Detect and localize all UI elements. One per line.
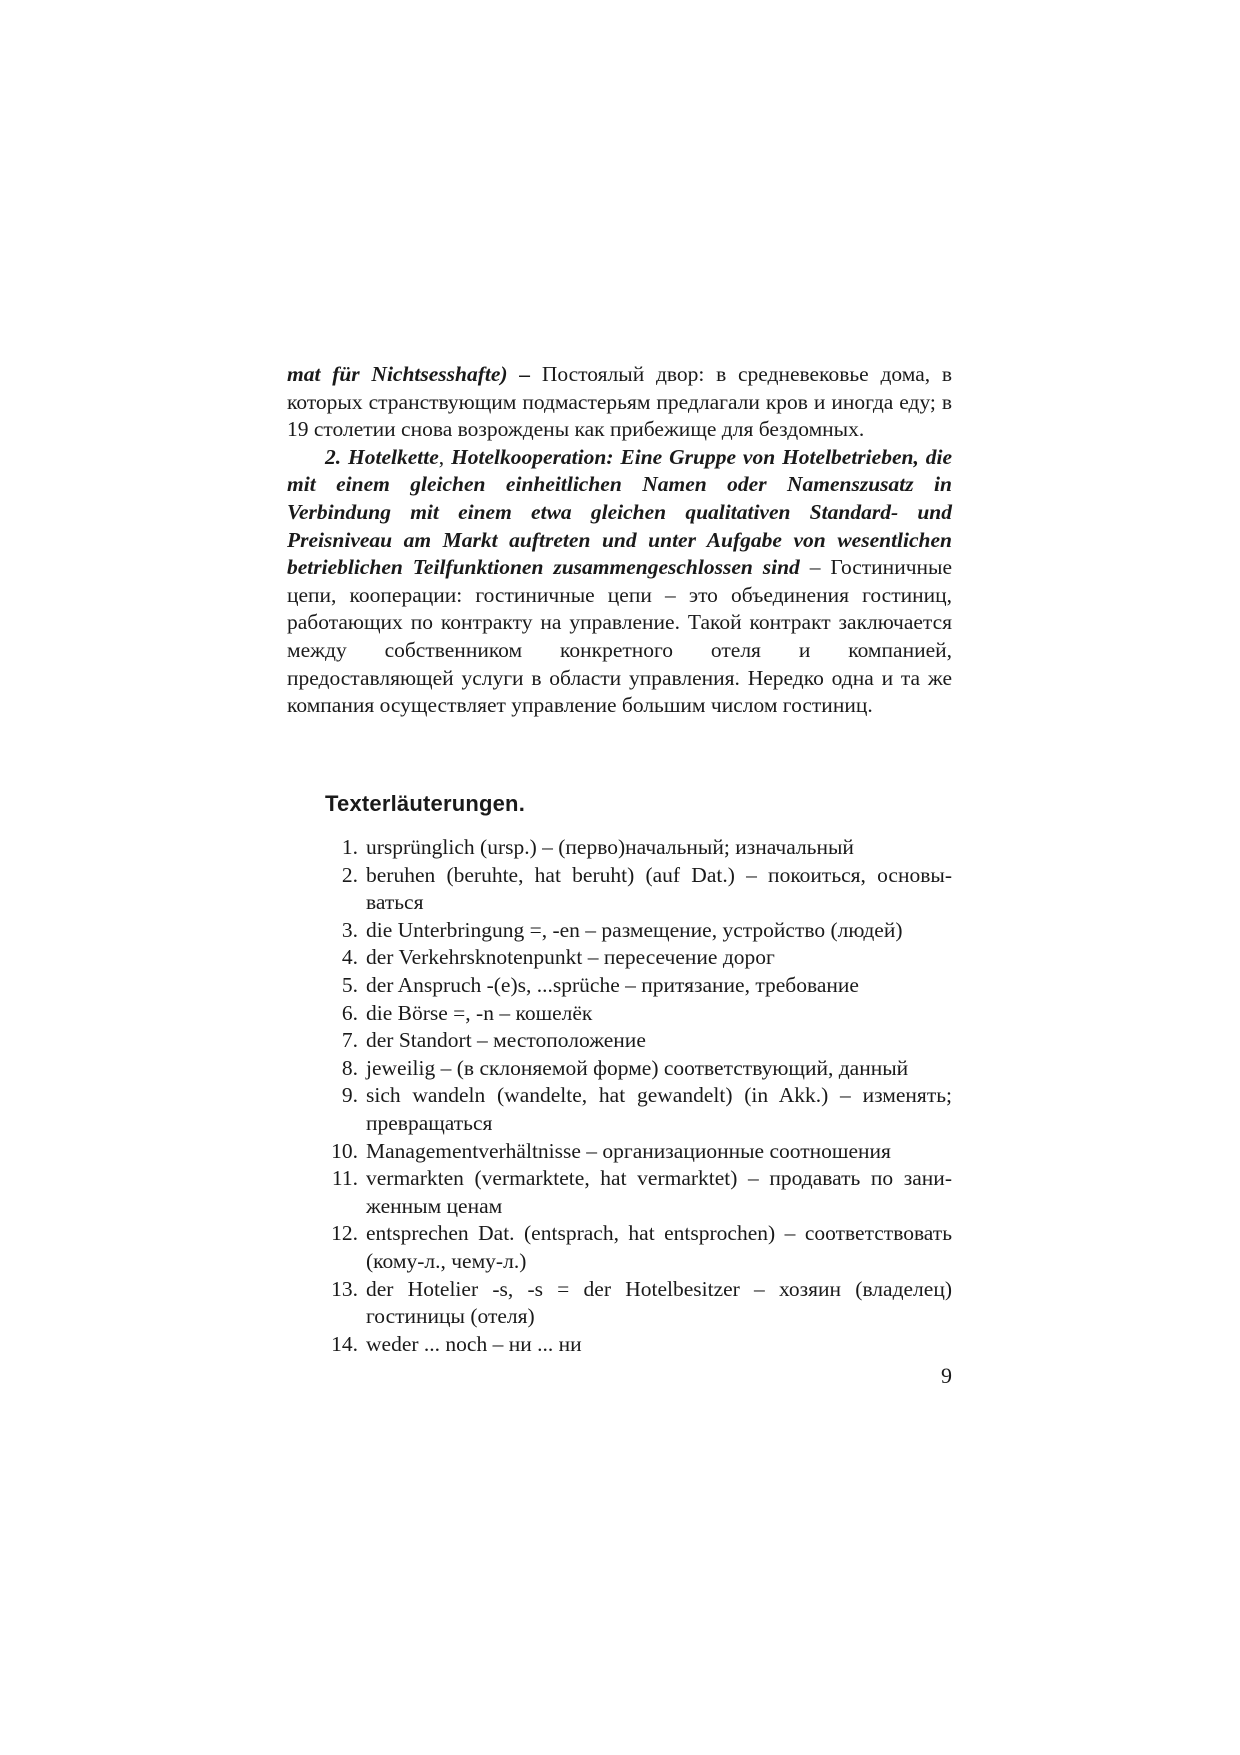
glossary-text: der Verkehrsknotenpunkt – пересечение дорог: [366, 945, 775, 970]
glossary-text: die Unterbringung =, -en – размещение, устройство (людей): [366, 917, 903, 942]
glossary-number: 8.: [341, 1055, 358, 1080]
glossary-item: [322, 862, 952, 917]
glossary-number: 12.: [331, 1221, 358, 1246]
glossary-number: 2.: [341, 862, 358, 887]
term-definition: Hotelkooperation: Eine Gruppe von Hotelbetrieben, die mit einem gleichen einheitlichen Namen oder Namenszusatz in Verbindung mit einem etwa gleichen qualitativen Standard- und Preisniveau am Markt auftreten und unter Aufgabe von wesentlichen betrieblichen Teilfunktionen zusammengeschlossen sind: [287, 444, 952, 580]
glossary-item: [322, 1165, 952, 1220]
glossary-list: [322, 834, 952, 1358]
glossary-number: 5.: [341, 972, 358, 997]
glossary-item: [322, 1276, 952, 1331]
glossary-text: sich wandeln (wandelte, hat gewandelt) (in Akk.) – изменять; превращаться: [366, 1083, 952, 1135]
glossary-item: [322, 1000, 952, 1028]
glossary-item: [322, 944, 952, 972]
glossary-text: weder ... noch – ни ... ни: [366, 1331, 582, 1356]
glossary-item: [322, 1220, 952, 1275]
glossary-number: 6.: [341, 1000, 358, 1025]
paragraph-nichtsesshafte: [287, 361, 952, 444]
glossary-number: 13.: [331, 1276, 358, 1301]
glossary-number: 7.: [341, 1028, 358, 1053]
glossary-text: ursprünglich (ursp.) – (перво)начальный; изначальный: [366, 835, 854, 859]
glossary-item: [322, 1027, 952, 1055]
glossary-text: der Anspruch -(e)s, ...sprüche – притязание, требование: [366, 972, 859, 997]
glossary-number: 1.: [341, 835, 358, 859]
glossary-number: 11.: [331, 1166, 358, 1191]
glossary-item: [322, 1138, 952, 1166]
glossary-item: [322, 972, 952, 1000]
term-lead: mat für Nichtsesshafte) –: [287, 362, 531, 386]
glossary-text: Managementverhältnisse – организационные соотношения: [366, 1138, 891, 1163]
page-number: 9: [941, 1363, 952, 1388]
glossary-text: der Standort – местоположение: [366, 1028, 646, 1053]
glossary-text: entsprechen Dat. (entsprach, hat entsprochen) – соответствовать (кому-л., чему-л.): [366, 1221, 952, 1273]
glossary-text: der Hotelier -s, -s = der Hotelbesitzer – хозяин (владелец) гостиницы (отеля): [366, 1276, 952, 1329]
body-text: [287, 361, 952, 720]
paragraph-hotelkette: [287, 444, 952, 720]
section-heading: Texterläuterungen.: [325, 791, 526, 816]
glossary-text: vermarkten (vermarktete, hat vermarktet) – продавать по заниженным ценам: [366, 1166, 952, 1218]
glossary-number: 9.: [341, 1083, 358, 1108]
paragraph-text: – Гостиничные цепи, кооперации: гостиничные цепи – это объединения гостиниц, работающих по контракту на управление. Такой контракт заключается между собственником конкретного отеля и компанией, предоставляющей услуги в области управления. Нередко одна и та же компания осуществляет управление большим числом гостиниц.: [287, 555, 953, 718]
glossary-item: [322, 1331, 952, 1359]
glossary-number: 3.: [341, 917, 358, 942]
paragraph-number: 2.: [325, 444, 342, 469]
glossary-item: [322, 834, 952, 862]
paragraph-text: Постоялый двор: в средневековье дома, в которых странствующим подмастерьям предлагали кров и иногда еду; в 19 столетии снова возрождены как прибежище для бездомных.: [287, 362, 953, 442]
glossary-item: [322, 917, 952, 945]
term-hotelkette: Hotelkette: [348, 444, 439, 469]
glossary-text: beruhen (beruhte, hat beruht) (auf Dat.) – покоиться, основываться: [366, 862, 952, 915]
glossary-number: 14.: [331, 1331, 358, 1356]
glossary-item: [322, 1055, 952, 1083]
glossary-number: 4.: [341, 945, 358, 970]
term-separator: ,: [438, 444, 445, 469]
glossary-text: jeweilig – (в склоняемой форме) соответствующий, данный: [366, 1055, 909, 1080]
glossary-number: 10.: [331, 1138, 358, 1163]
glossary-text: die Börse =, -n – кошелёк: [366, 1000, 593, 1025]
glossary-item: [322, 1082, 952, 1137]
